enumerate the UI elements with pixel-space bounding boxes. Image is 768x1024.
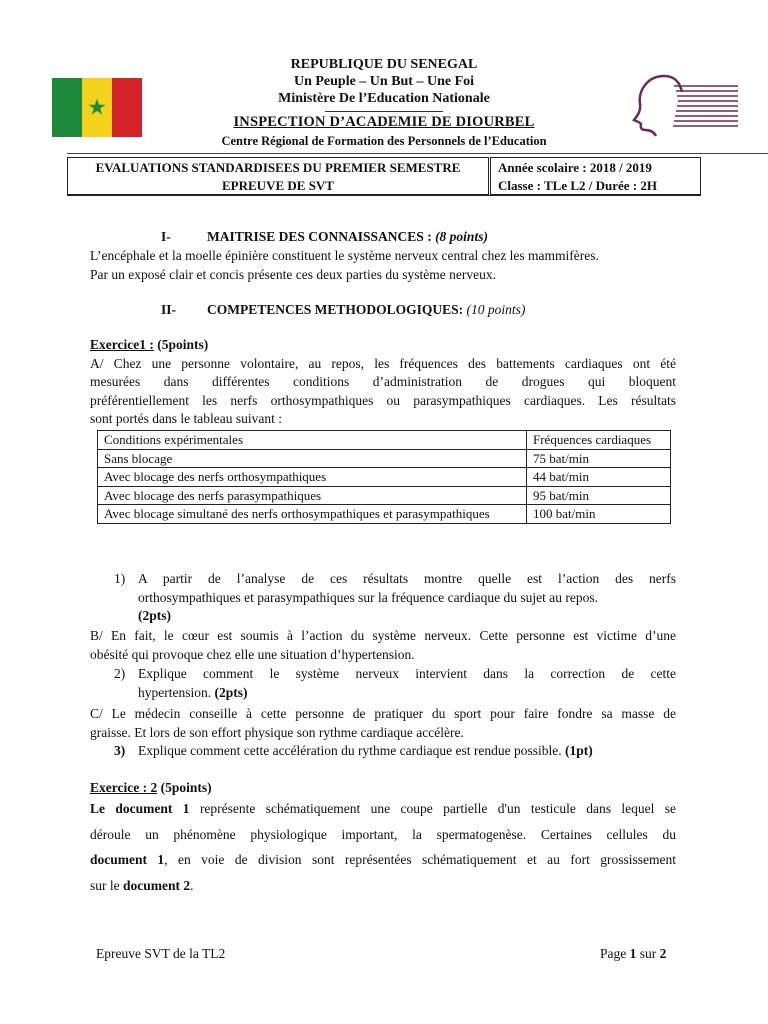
of-word: sur xyxy=(636,946,660,961)
footer-title: Epreuve SVT de la TL2 xyxy=(96,946,226,961)
exercise-2-text-part: sur le xyxy=(90,877,123,893)
question-1-points: (2pts) xyxy=(138,608,171,623)
question-2 xyxy=(114,665,676,702)
exercise-2-text-part: . xyxy=(190,877,194,893)
table-row xyxy=(98,468,671,487)
section-2-number: II- xyxy=(161,302,177,317)
exam-subject: EPREUVE DE SVT xyxy=(222,178,334,193)
exam-title: EVALUATIONS STANDARDISEES DU PREMIER SEMESTRE xyxy=(95,160,461,175)
table-row xyxy=(98,505,671,524)
exercise-2 xyxy=(90,779,676,798)
table-header-cell: Conditions expérimentales xyxy=(98,431,527,450)
exercise-1-intro-line: A/ Chez une personne volontaire, au repos, les fréquences des battements cardiaques ont été xyxy=(90,355,676,371)
document-1-ref: document 1 xyxy=(90,852,165,867)
school-year: Année scolaire : 2018 / 2019 xyxy=(498,160,652,175)
section-1-line: Par un exposé clair et concis présente ces deux parties du système nerveux. xyxy=(90,266,496,282)
part-c-line: C/ Le médecin conseille à cette personne de pratiquer du sport pour faire fondre sa masse de xyxy=(90,706,676,721)
section-1-heading xyxy=(161,228,488,246)
table-cell: Avec blocage simultané des nerfs orthosympathiques et parasympathiques xyxy=(98,505,527,524)
exercise-2-line: déroule un phénomène physiologique important, la spermatogenèse. Certaines cellules du xyxy=(90,826,676,842)
exercise-1-points: (5points) xyxy=(157,337,209,352)
table-cell: 100 bat/min xyxy=(527,505,671,524)
question-3 xyxy=(114,742,676,761)
page-number xyxy=(600,946,666,962)
section-2-points: (10 points) xyxy=(466,302,526,317)
question-2-line: hypertension. xyxy=(138,684,212,700)
table-cell: Avec blocage des nerfs orthosympathiques xyxy=(98,468,527,487)
section-2-title: COMPETENCES METHODOLOGIQUES: xyxy=(207,302,464,317)
table-row xyxy=(98,449,671,468)
header-republic: REPUBLIQUE DU SENEGAL xyxy=(290,57,478,72)
part-b-line: obésité qui provoque chez elle une situation d’hypertension. xyxy=(90,646,415,662)
exercise-2-heading: Exercice : 2 xyxy=(90,780,158,795)
header-training-centre: Centre Régional de Formation des Personnels de l’Education xyxy=(221,134,547,148)
header-inspection: INSPECTION D’ACADEMIE DE DIOURBEL xyxy=(233,114,535,130)
table-cell: Avec blocage des nerfs parasympathiques xyxy=(98,486,527,505)
question-3-number: 3) xyxy=(114,743,126,758)
class-duration: Classe : TLe L2 / Durée : 2H xyxy=(498,178,657,193)
exercise-1 xyxy=(90,336,676,429)
table-cell: 44 bat/min xyxy=(527,468,671,487)
exercise-2-text-part: , en voie de division sont représentées schématiquement et au fort grossissement xyxy=(164,852,676,867)
question-1-line: orthosympathiques et parasympathiques sur la fréquence cardiaque du sujet au repos. xyxy=(138,589,598,605)
table-row xyxy=(98,486,671,505)
exercise-1-intro-line: préférentiellement les nerfs orthosympathiques ou parasympathiques cardiaques. Les résultats xyxy=(90,392,676,408)
header-rule xyxy=(67,153,768,154)
question-2-number: 2) xyxy=(114,666,126,681)
part-b-line: B/ En fait, le cœur est soumis à l’action du système nerveux. Cette personne est victime d’une xyxy=(90,628,676,643)
total-pages: 2 xyxy=(659,946,667,961)
question-1 xyxy=(114,570,676,626)
question-1-number: 1) xyxy=(114,571,126,586)
section-1-text xyxy=(90,247,676,284)
page-word: Page xyxy=(600,946,630,961)
header-divider xyxy=(325,111,443,112)
exercise-1-intro-last: sont portés dans le tableau suivant : xyxy=(90,411,282,426)
section-1-separator: : xyxy=(423,229,436,244)
part-c-line: graisse. Et lors de son effort physique son rythme cardiaque accélère. xyxy=(90,724,464,740)
section-1-title: MAITRISE DES CONNAISSANCES xyxy=(207,229,424,244)
header-motto: Un Peuple – Un But – Une Foi xyxy=(293,74,475,89)
exercise-2-text-part: représente schématiquement une coupe partielle d'un testicule dans lequel se xyxy=(189,801,677,816)
part-c-text xyxy=(90,705,676,742)
question-2-points: (2pts) xyxy=(214,684,248,700)
section-1-points: (8 points) xyxy=(435,229,488,244)
table-header-cell: Fréquences cardiaques xyxy=(527,431,671,450)
exercise-1-heading: Exercice1 : xyxy=(90,337,154,352)
question-2-line: Explique comment le système nerveux intervient dans la correction de cette xyxy=(138,666,676,681)
section-1-line: L’encéphale et la moelle épinière constituent le système nerveux central chez les mammifères. xyxy=(90,248,599,263)
exam-info-box xyxy=(490,157,701,195)
exercise-2-points: (5points) xyxy=(160,780,212,795)
section-2-heading xyxy=(161,301,525,319)
document-1-ref: Le document 1 xyxy=(90,801,190,816)
table-header-row xyxy=(98,431,671,450)
question-3-points: (1pt) xyxy=(564,743,593,758)
document-2-ref: document 2 xyxy=(123,877,191,893)
table-cell: Sans blocage xyxy=(98,449,527,468)
heart-rate-table xyxy=(97,430,671,524)
table-cell: 75 bat/min xyxy=(527,449,671,468)
table-cell: 95 bat/min xyxy=(527,486,671,505)
part-b-text xyxy=(90,627,676,664)
title-box-underline xyxy=(67,195,701,196)
question-3-text: Explique comment cette accélération du rythme cardiaque est rendue possible. xyxy=(138,743,562,758)
star-icon: ★ xyxy=(87,94,107,120)
exam-title-box xyxy=(67,157,489,195)
exercise-1-intro-line: mesurées dans différentes conditions d’administration de drogues qui bloquent xyxy=(90,374,676,389)
header-ministry: Ministère De l’Education Nationale xyxy=(278,91,490,106)
exercise-2-text xyxy=(90,796,676,898)
question-1-line: A partir de l’analyse de ces résultats montre quelle est l’action des nerfs xyxy=(138,571,676,586)
section-1-number: I- xyxy=(161,229,171,244)
current-page: 1 xyxy=(629,946,637,961)
